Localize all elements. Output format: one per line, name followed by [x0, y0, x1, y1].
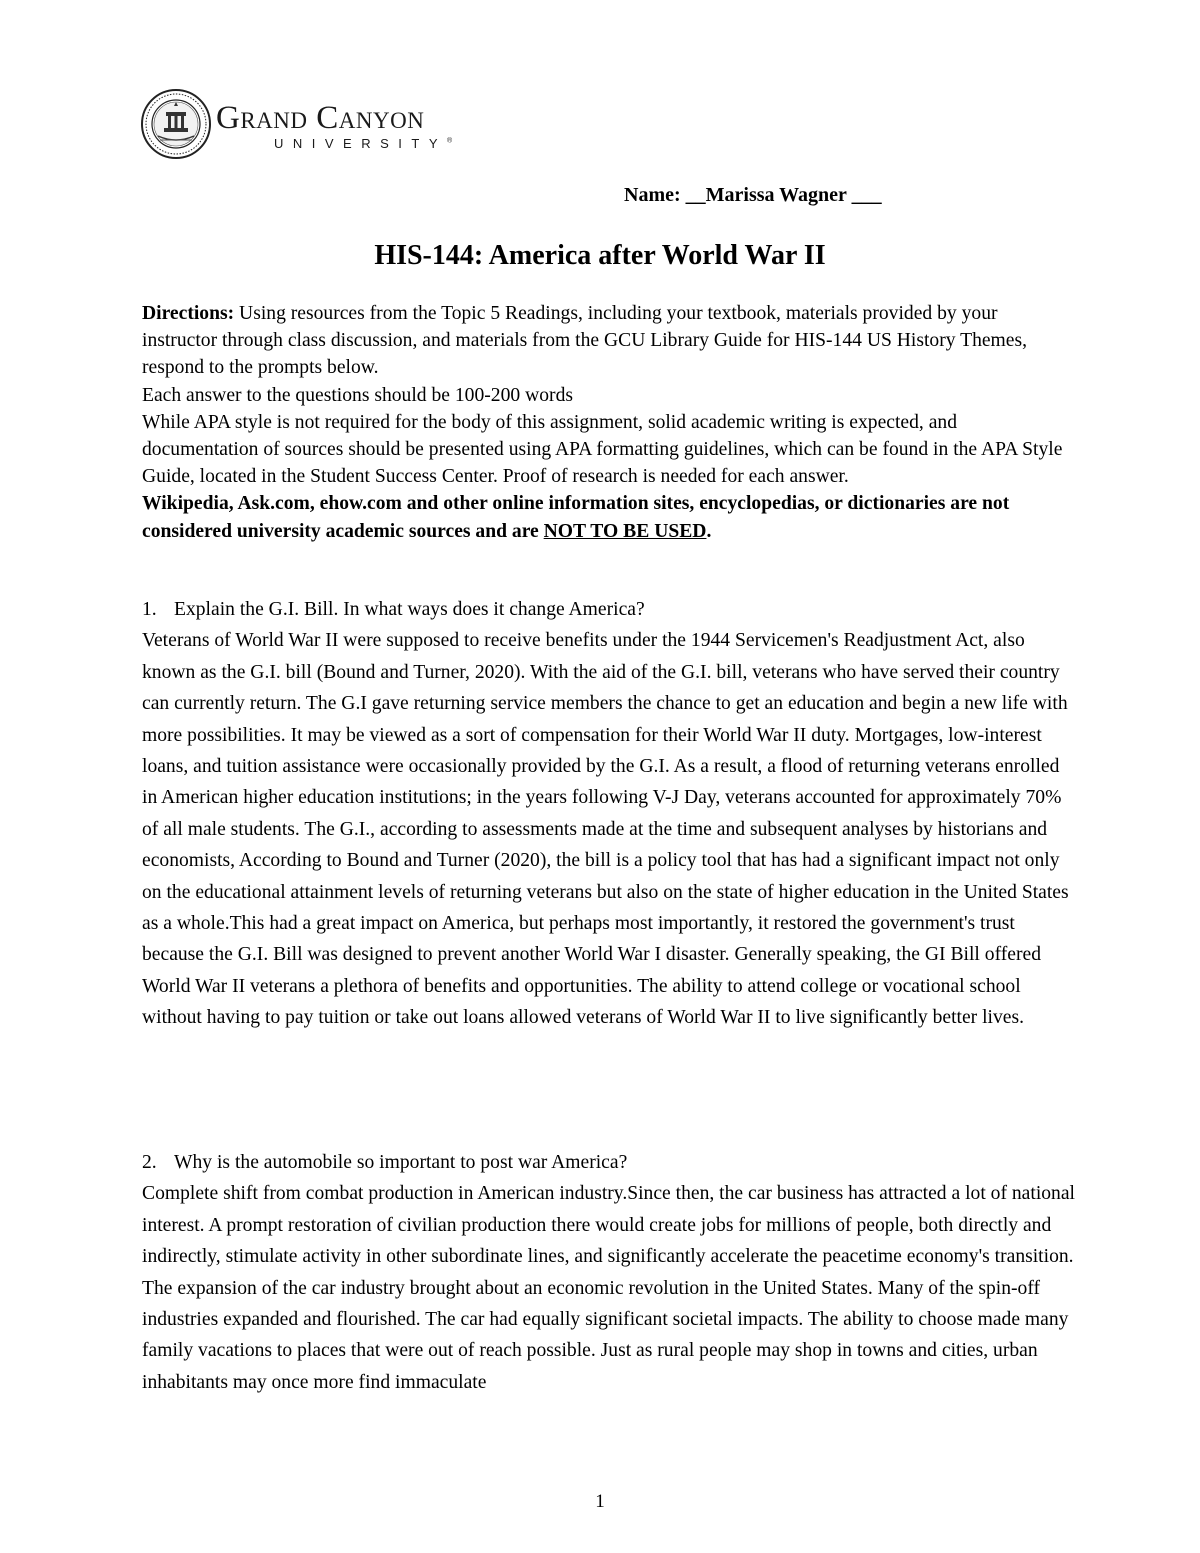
sources-warning-text: Wikipedia, Ask.com, ehow.com and other online information sites, encyclopedias, or dictionaries are not considered university academic sources and are	[142, 493, 1010, 542]
question-heading	[142, 1147, 1077, 1178]
name-field	[624, 184, 882, 207]
sources-warning-end: .	[706, 520, 712, 542]
question-number: 2.	[142, 1152, 157, 1173]
name-value: __Marissa Wagner ___	[680, 184, 882, 206]
question-answer: Veterans of World War II were supposed to receive benefits under the 1944 Servicemen's Readjustment Act, also known as the G.I. bill (Bound and Turner, 2020). With the aid of the G.I. bill, veterans who have served their country can currently return. The G.I gave returning service members the chance to get an education and begin a new life with more possibilities. It may be viewed as a sort of compensation for their World War II duty. Mortgages, low-interest loans, and tuition assistance were occasionally provided by the G.I. As a result, a flood of returning veterans enrolled in American higher education institutions; in the years following V-J Day, veterans accounted for approximately 70% of all male students. The G.I., according to assessments made at the time and subsequent analyses by historians and economists, According to Bound and Turner (2020), the bill is a policy tool that has had a significant impact not only on the educational attainment levels of returning veterans but also on the state of higher education in the United States as a whole.This had a great impact on America, but perhaps most importantly, it restored the government's trust because the G.I. Bill was designed to prevent another World War I disaster. Generally speaking, the GI Bill offered World War II veterans a plethora of benefits and opportunities. The ability to attend college or vocational school without having to pay tuition or take out loans allowed veterans of World War II to live significantly better lives.	[142, 630, 1069, 1029]
name-label: Name:	[624, 184, 681, 206]
directions-label: Directions:	[142, 303, 235, 324]
university-seal-icon	[140, 88, 212, 160]
question-answer: Complete shift from combat production in American industry.Since then, the car business has attracted a lot of national interest. A prompt restoration of civilian production there would create jobs for millions of people, both directly and indirectly, stimulate activity in other subordinate lines, and significantly accelerate the peacetime economy's transition. The expansion of the car industry brought about an economic revolution in the United States. Many of the spin-off industries expanded and flourished. The car had equally significant societal impacts. The ability to choose made many family vacations to places that were out of reach possible. Just as rural people may shop in towns and cities, urban inhabitants may once more find immaculate	[142, 1183, 1075, 1393]
directions-text: Using resources from the Topic 5 Readings, including your textbook, materials provided by your instructor through class discussion, and materials from the GCU Library Guide for HIS-144 US History Themes, respond to the prompts below.	[142, 303, 1028, 379]
question-number: 1.	[142, 599, 157, 620]
question-2	[142, 1147, 1077, 1398]
directions-section	[142, 300, 1072, 545]
logo-university-text: UNIVERSITY	[274, 136, 448, 151]
question-heading	[142, 594, 1077, 625]
apa-note: While APA style is not required for the body of this assignment, solid academic writing is expected, and documentation of sources should be presented using APA formatting guidelines, which can be found in the APA Style Guide, located in the Student Success Center. Proof of research is needed for each answer.	[142, 411, 1063, 488]
logo-wordmark-line1: Grand Canyon	[216, 100, 425, 136]
question-prompt: Explain the G.I. Bill. In what ways does it change America?	[174, 599, 645, 620]
question-prompt: Why is the automobile so important to post war America?	[174, 1152, 628, 1173]
page-number: 1	[595, 1491, 605, 1512]
directions-paragraph	[142, 300, 1072, 382]
sources-warning-emphasis: NOT TO BE USED	[543, 520, 707, 542]
university-logo	[140, 88, 452, 160]
question-1	[142, 594, 1077, 1034]
registered-mark: ®	[447, 137, 453, 145]
page-title: HIS-144: America after World War II	[374, 240, 826, 271]
sources-warning	[142, 490, 1072, 544]
word-count-note: Each answer to the questions should be 100-200 words	[142, 384, 573, 406]
logo-wordmark-line2	[274, 136, 452, 151]
